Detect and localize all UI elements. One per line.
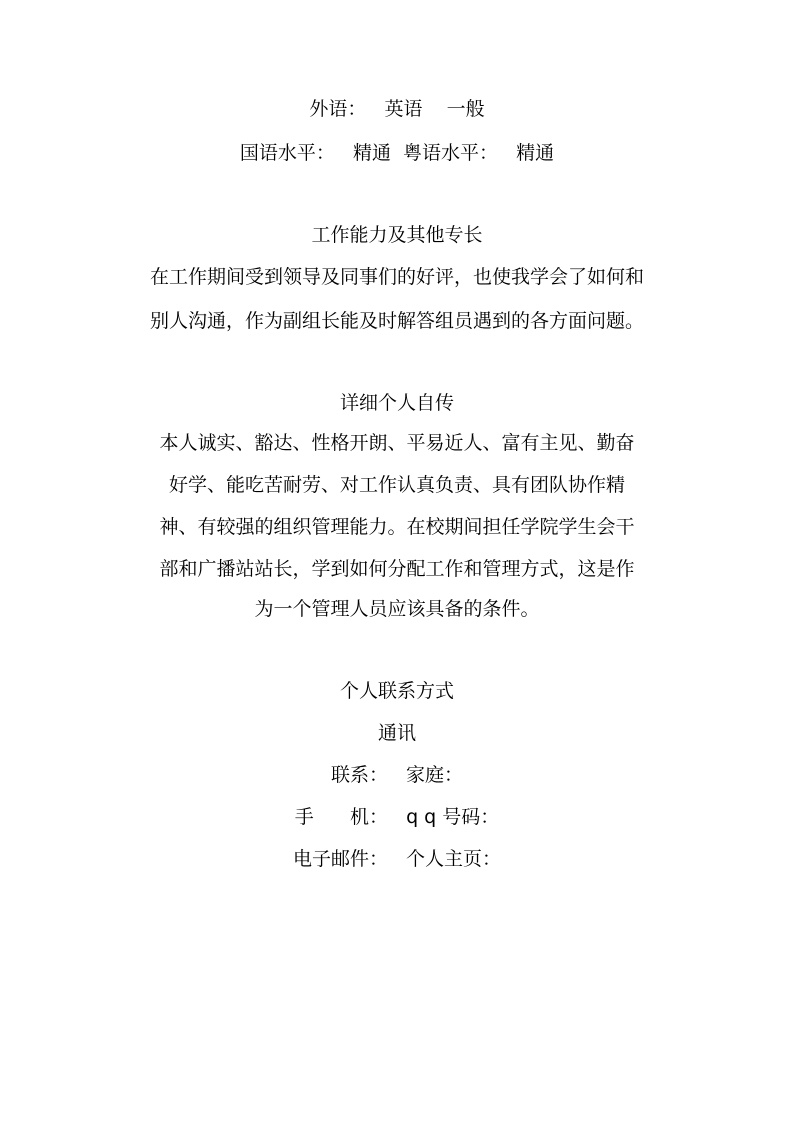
self-intro-line: 部和广播站站长，学到如何分配工作和管理方式，这是作 xyxy=(159,558,635,580)
self-intro-line: 本人诚实、豁达、性格开朗、平易近人、富有主见、勤奋 xyxy=(159,432,635,454)
self-intro-line: 为一个管理人员应该具备的条件。 xyxy=(254,598,540,620)
foreign-language-line: 外语： 英语 一般 xyxy=(309,98,485,120)
work-ability-line: 在工作期间受到领导及同事们的好评，也使我学会了如何和 xyxy=(149,266,644,288)
work-ability-heading: 工作能力及其他专长 xyxy=(311,224,483,246)
contact-sub-heading: 通讯 xyxy=(377,722,416,744)
contact-phone-home-line: 联系： 家庭： xyxy=(330,764,464,786)
contact-email-homepage-line: 电子邮件： 个人主页： xyxy=(292,848,502,870)
self-intro-heading: 详细个人自传 xyxy=(339,392,454,414)
dialect-proficiency-line: 国语水平： 精通 粤语水平： 精通 xyxy=(239,142,555,164)
work-ability-line: 别人沟通，作为副组长能及时解答组员遇到的各方面问题。 xyxy=(149,310,644,332)
contact-mobile-qq-line: 手 机： q q 号码： xyxy=(294,806,500,828)
self-intro-line: 好学、能吃苦耐劳、对工作认真负责、具有团队协作精 xyxy=(168,474,625,496)
contact-heading: 个人联系方式 xyxy=(339,680,454,702)
self-intro-line: 神、有较强的组织管理能力。在校期间担任学院学生会干 xyxy=(159,516,635,538)
